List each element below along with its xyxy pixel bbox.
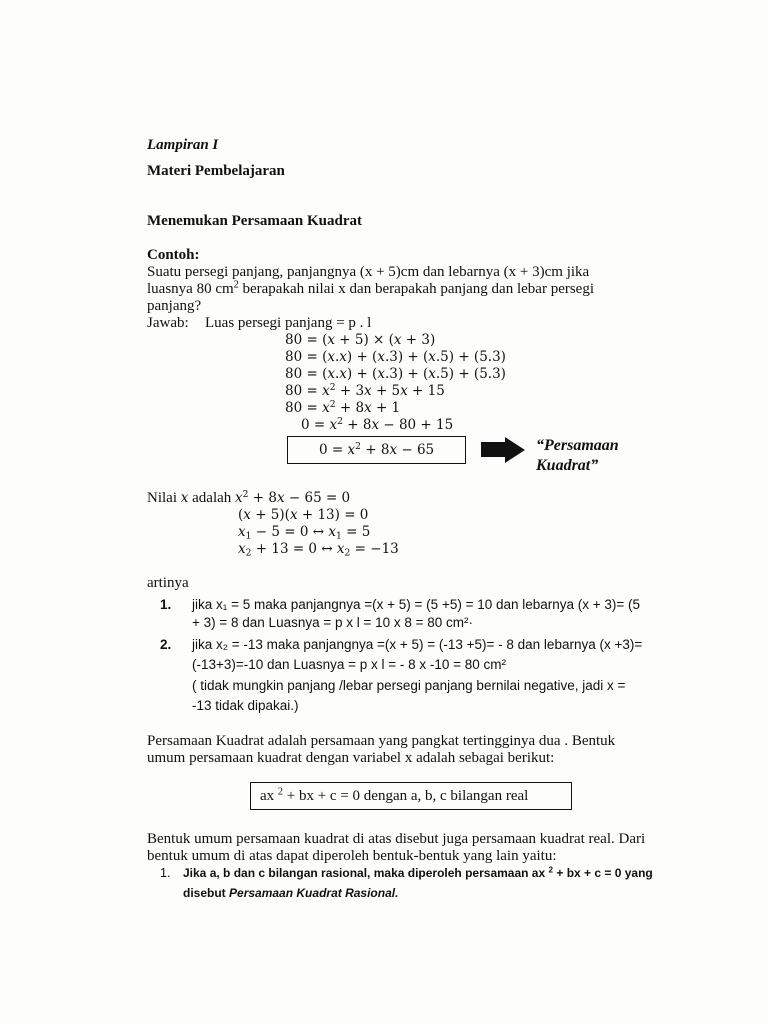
solution-line-1-run-5: + 8 <box>248 490 277 506</box>
derivation-line-4-run-7: + 15 <box>407 383 445 399</box>
derivation-line-1-run-2: + 5) × ( <box>334 332 394 348</box>
closing-item-line-2 <box>183 885 398 902</box>
derivation-line-1-run-1: x <box>327 332 335 348</box>
closing-item-line-1-run-2: + bx + c = 0 yang <box>553 866 653 880</box>
solution-line-3-run-1: 1 <box>245 530 252 542</box>
solution-line-4-run-0: x <box>238 541 246 557</box>
derivation-line-3 <box>285 366 506 383</box>
solution-line-4-run-3: x <box>336 541 345 557</box>
general-form-run-1: 2 <box>277 786 284 798</box>
solution-line-2-run-2: + 5)( <box>250 507 290 523</box>
derivation-line-5-run-1: x <box>322 400 330 416</box>
derivation-line-2-run-8: .5) + (5.3) <box>435 349 506 365</box>
callout-line-2: Kuadrat” <box>536 457 599 474</box>
solution-line-1-run-3: x <box>235 490 243 506</box>
callout-word-1: Persamaan <box>544 437 619 454</box>
derivation-line-1-run-4: + 3) <box>401 332 436 348</box>
example-line-2-run-2: berapakah nilai x dan berapakah panjang dan lebar persegi <box>238 281 595 297</box>
derivation-line-4-run-4: x <box>364 383 372 399</box>
answer-text: Luas persegi panjang = p . l <box>205 315 372 331</box>
derivation-line-3-run-6: .3) + ( <box>384 366 429 382</box>
solution-line-1 <box>147 490 350 507</box>
derivation-line-4-run-3: + 3 <box>335 383 365 399</box>
topic-title: Menemukan Persamaan Kuadrat <box>147 213 362 229</box>
derivation-line-3-run-1: x <box>327 366 335 382</box>
closing-item-line-1 <box>183 865 653 882</box>
solution-line-1-run-0: Nilai <box>147 490 181 506</box>
derivation-line-2-run-1: x <box>327 349 335 365</box>
derivation-line-4-run-0: 80 = <box>285 383 323 399</box>
derivation-line-3-run-7: x <box>428 366 436 382</box>
boxed-equation-run-0: 0 = <box>319 442 348 458</box>
solution-line-1-run-6: x <box>276 490 285 506</box>
boxed-equation-run-3: + 8 <box>360 442 390 458</box>
derivation-line-3-run-8: .5) + (5.3) <box>435 366 506 382</box>
derivation-line-5-run-2: 2 <box>329 398 336 410</box>
arrow-right-icon <box>481 442 507 457</box>
example-line-1: Suatu persegi panjang, panjangnya (x + 5)cm dan lebarnya (x + 3)cm jika <box>147 264 590 280</box>
general-form-run-2: + bx + c = 0 dengan a, b, c bilangan real <box>283 788 529 804</box>
solution-line-3-run-2: − 5 = 0 ↔ <box>251 524 329 540</box>
derivation-line-6-run-4: x <box>371 417 380 433</box>
meaning-item-1-num: 1. <box>160 597 172 612</box>
meaning-item-1-line-2: + 3) = 8 dan Luasnya = p x l = 10 x 8 = 80 cm²· <box>192 615 474 630</box>
derivation-line-6-run-5: − 80 + 15 <box>379 417 454 433</box>
definition-line-1: Persamaan Kuadrat adalah persamaan yang pangkat tertingginya dua . Bentuk <box>147 733 616 749</box>
derivation-line-2-run-5: x <box>377 349 385 365</box>
meaning-item-2-line-2: (-13+3)=-10 dan Luasnya = p x l = - 8 x -10 = 80 cm² <box>192 657 507 672</box>
derivation-line-4-run-1: x <box>322 383 330 399</box>
meaning-item-2-line-3: ( tidak mungkin panjang /lebar persegi panjang bernilai negative, jadi x = <box>192 678 626 693</box>
derivation-line-2-run-7: x <box>428 349 436 365</box>
derivation-line-6-run-3: + 8 <box>342 417 372 433</box>
general-form-run-0: ax <box>260 788 278 804</box>
closing-item-emphasis: Persamaan Kuadrat Rasional. <box>229 886 399 900</box>
boxed-equation-run-4: x <box>389 442 398 458</box>
example-line-3: panjang? <box>147 298 202 314</box>
meaning-label: artinya <box>147 575 189 591</box>
solution-line-1-run-7: − 65 = 0 <box>284 490 351 506</box>
example-line-2 <box>147 281 594 298</box>
solution-line-2-run-4: + 13) = 0 <box>297 507 369 523</box>
callout-line-1 <box>536 436 619 455</box>
example-line-2-run-0: luasnya 80 cm <box>147 281 234 297</box>
solution-line-3-run-3: x <box>328 524 336 540</box>
solution-line-4-run-1: 2 <box>245 547 252 559</box>
solution-line-4 <box>238 541 399 558</box>
derivation-line-2-run-0: 80 = ( <box>285 349 328 365</box>
derivation-line-2-run-2: . <box>334 349 340 365</box>
boxed-equation <box>288 437 465 459</box>
closing-item-line-1-run-1: 2 <box>548 865 554 875</box>
derivation-line-3-run-4: ) + ( <box>346 366 378 382</box>
derivation-line-5-run-0: 80 = <box>285 400 323 416</box>
solution-line-1-run-4: 2 <box>242 488 249 500</box>
general-form-frame <box>250 782 572 810</box>
derivation-line-5-run-3: + 8 <box>335 400 365 416</box>
solution-line-4-run-4: 2 <box>344 547 351 559</box>
callout-quote: “ <box>536 437 544 454</box>
derivation-line-5-run-5: + 1 <box>371 400 401 416</box>
derivation-line-6-run-0: 0 = <box>301 417 330 433</box>
solution-line-1-run-1: x <box>180 490 189 506</box>
derivation-line-6-run-1: x <box>329 417 338 433</box>
derivation-line-6 <box>301 417 453 434</box>
derivation-line-5-run-4: x <box>364 400 372 416</box>
solution-line-3-run-0: x <box>238 524 246 540</box>
example-heading: Contoh: <box>147 247 200 263</box>
closing-item-num: 1. <box>160 866 171 880</box>
derivation-line-3-run-2: . <box>334 366 340 382</box>
solution-line-2-run-0: ( <box>238 507 244 523</box>
boxed-equation-frame <box>287 436 466 464</box>
meaning-item-2-line-4: -13 tidak dipakai.) <box>192 698 299 713</box>
definition-line-2: umum persamaan kuadrat dengan variabel x adalah sebagai berikut: <box>147 750 555 766</box>
derivation-line-4 <box>285 383 445 400</box>
derivation-line-2-run-4: ) + ( <box>346 349 378 365</box>
solution-line-2-run-3: x <box>289 507 298 523</box>
boxed-equation-run-2: 2 <box>355 440 361 452</box>
closing-line-2: bentuk umum di atas dapat diperoleh bentuk-bentuk yang lain yaitu: <box>147 848 557 864</box>
answer-label: Jawab: <box>147 315 189 331</box>
derivation-line-1 <box>285 332 435 349</box>
derivation-line-4-run-5: + 5 <box>371 383 401 399</box>
general-form <box>251 783 571 805</box>
derivation-line-5 <box>285 400 400 417</box>
derivation-line-4-run-2: 2 <box>329 381 336 393</box>
arrow-head-icon <box>505 437 525 463</box>
solution-line-2 <box>238 507 368 524</box>
derivation-line-6-run-2: 2 <box>337 415 343 427</box>
derivation-line-1-run-3: x <box>393 332 402 348</box>
solution-line-1-run-2: adalah <box>188 490 236 506</box>
closing-item-line-1-run-0: Jika a, b dan c bilangan rasional, maka diperoleh persamaan ax <box>183 866 549 880</box>
appendix-label: Lampiran I <box>147 137 219 153</box>
derivation-line-2 <box>285 349 506 366</box>
solution-line-3 <box>238 524 370 541</box>
derivation-line-2-run-6: .3) + ( <box>384 349 429 365</box>
boxed-equation-run-1: x <box>347 442 356 458</box>
section-title: Materi Pembelajaran <box>147 163 285 179</box>
meaning-item-2-line-1: jika x₂ = -13 maka panjangnya =(x + 5) = (-13 +5)= - 8 dan lebarnya (x +3)= <box>192 637 643 652</box>
derivation-line-1-run-0: 80 = ( <box>285 332 328 348</box>
boxed-equation-run-5: − 65 <box>397 442 435 458</box>
solution-line-3-run-5: = 5 <box>341 524 371 540</box>
derivation-line-3-run-5: x <box>377 366 385 382</box>
meaning-item-1-line-1: jika x₁ = 5 maka panjangnya =(x + 5) = (5 +5) = 10 dan lebarnya (x + 3)= (5 <box>192 597 641 612</box>
closing-item-prefix: disebut <box>183 886 230 900</box>
derivation-line-3-run-3: x <box>339 366 347 382</box>
solution-line-4-run-5: = −13 <box>350 541 399 557</box>
solution-line-4-run-2: + 13 = 0 ↔ <box>251 541 337 557</box>
closing-line-1: Bentuk umum persamaan kuadrat di atas disebut juga persamaan kuadrat real. Dari <box>147 831 646 847</box>
solution-line-2-run-1: x <box>243 507 251 523</box>
solution-line-3-run-4: 1 <box>335 530 342 542</box>
example-line-2-run-1: 2 <box>233 279 239 291</box>
derivation-line-3-run-0: 80 = ( <box>285 366 328 382</box>
derivation-line-4-run-6: x <box>400 383 408 399</box>
meaning-item-2-num: 2. <box>160 637 172 652</box>
derivation-line-2-run-3: x <box>339 349 347 365</box>
